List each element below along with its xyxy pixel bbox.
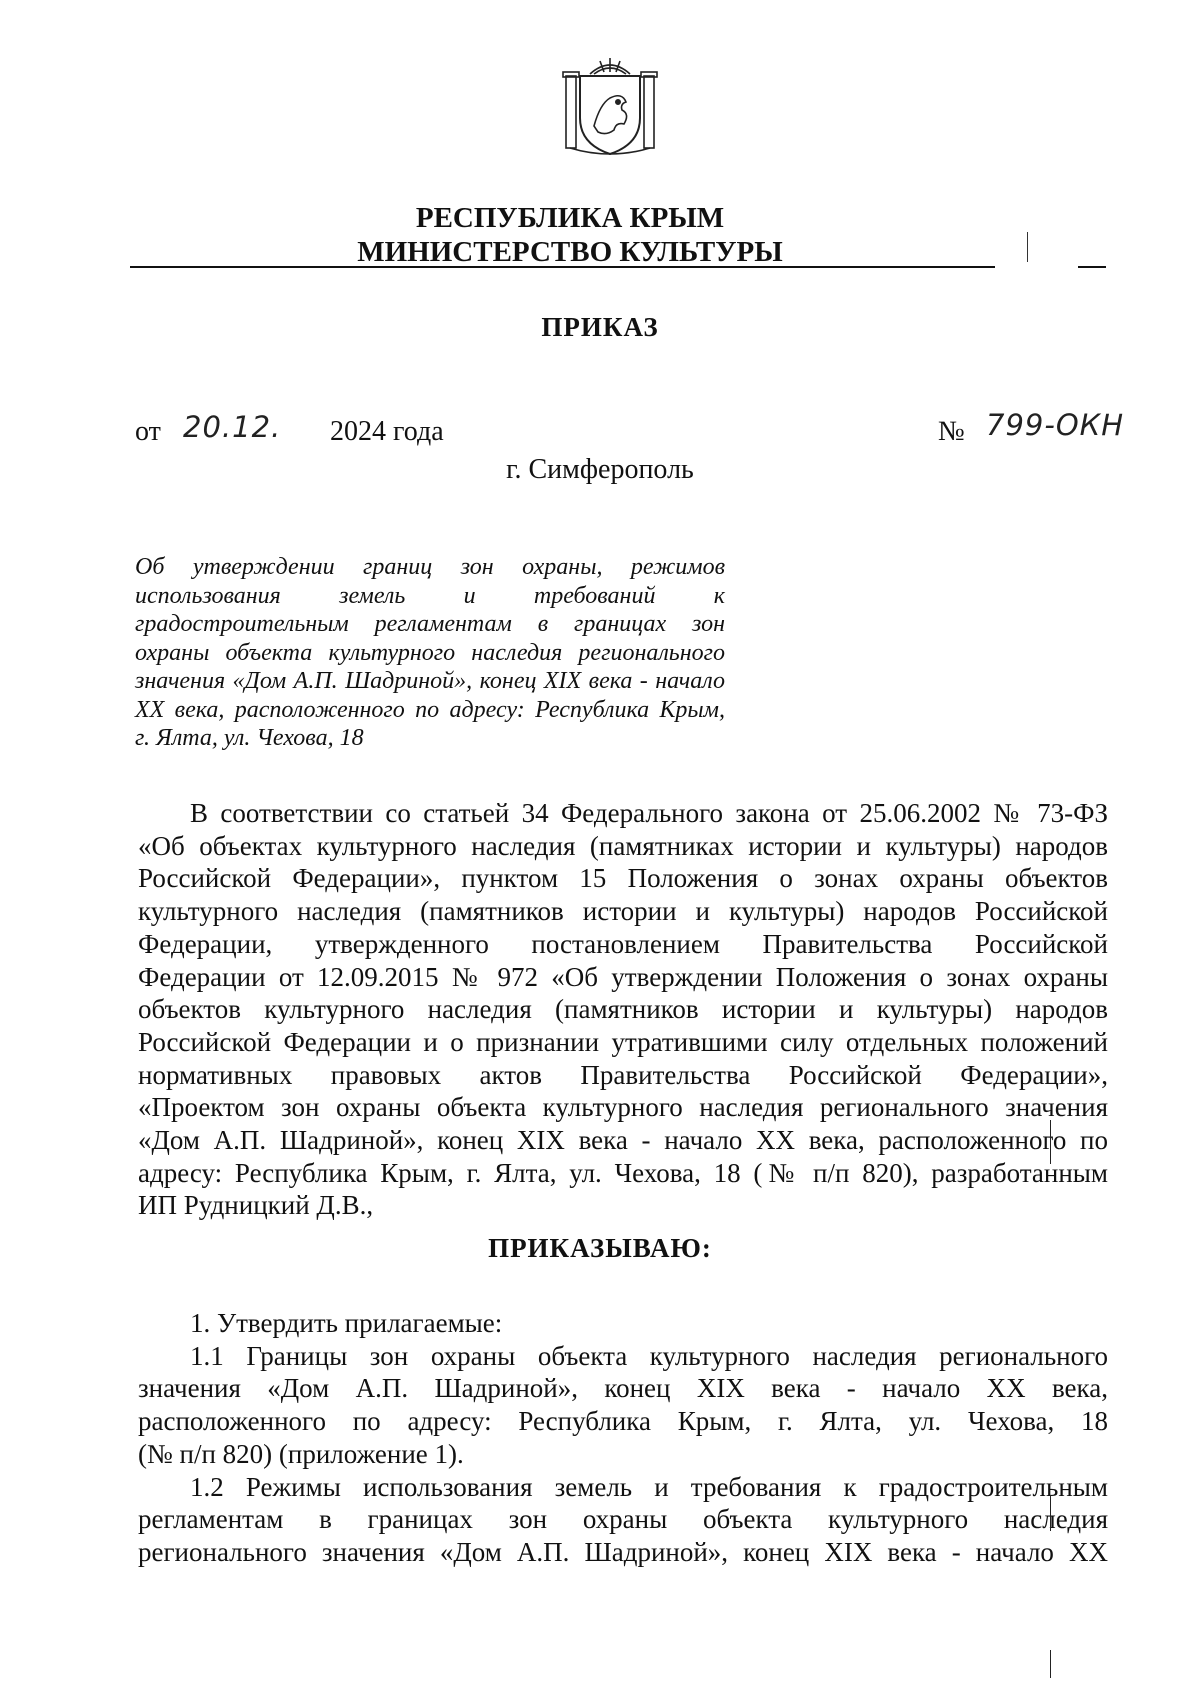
subject-line: значения «Дом А.П. Шадриной», конец XIX века - начало (135, 668, 725, 694)
handwritten-order-number: 799-ОКН (986, 408, 1125, 442)
subject-line: охраны объекта культурного наследия регионального (135, 639, 725, 666)
subject-line: градостроительным регламентам в границах зон (135, 611, 725, 637)
subject-line: Об утверждении границ зон охраны, режимов (135, 554, 725, 580)
order-item-line: 1.2 Режимы использования земель и требования к градостроительным (190, 1471, 1108, 1502)
number-sign: № (938, 416, 965, 447)
scan-mark (1050, 1495, 1051, 1531)
order-item-line: (№ п/п 820) (приложение 1). (138, 1438, 464, 1469)
preamble-line: В соответствии со статьей 34 Федерального закона от 25.06.2002 № 73-ФЗ (190, 798, 1108, 828)
scan-mark (1050, 1120, 1051, 1164)
preamble-line: «Дом А.П. Шадриной», конец XIX века - начало XX века, расположенного по (138, 1125, 1108, 1156)
preamble-line: Федерации от 12.09.2015 № 972 «Об утверждении Положения о зонах охраны (138, 961, 1108, 992)
document-type: ПРИКАЗ (541, 312, 659, 342)
scan-mark (1078, 266, 1106, 268)
republic-title: РЕСПУБЛИКА КРЫМ (415, 202, 725, 234)
preamble-line: ИП Рудницкий Д.В., (138, 1190, 374, 1221)
preamble-line: объектов культурного наследия (памятников истории и культуры) народов (138, 994, 1108, 1025)
header-divider (130, 266, 995, 268)
subject-line: использования земель и требований к (135, 582, 725, 609)
subject-line: XX века, расположенного по адресу: Республика Крым, (135, 696, 725, 723)
order-item-line: 1. Утвердить прилагаемые: (190, 1308, 503, 1338)
date-prefix: от (135, 416, 161, 447)
order-item-line: значения «Дом А.П. Шадриной», конец XIX века - начало XX века, (138, 1373, 1108, 1404)
order-item-line: регламентам в границах зон охраны объекта культурного наследия (138, 1504, 1108, 1535)
preamble-line: «Проектом зон охраны объекта культурного наследия регионального значения (138, 1092, 1108, 1123)
coat-of-arms-icon (560, 52, 660, 160)
order-item-line: расположенного по адресу: Республика Крым, г. Ялта, ул. Чехова, 18 (138, 1406, 1108, 1437)
scan-mark (1050, 1650, 1051, 1678)
order-items (138, 1307, 1108, 1569)
preamble-line: адресу: Республика Крым, г. Ялта, ул. Чехова, 18 (№ п/п 820), разработанным (138, 1157, 1108, 1188)
date-year: 2024 года (330, 416, 444, 447)
scan-mark (1027, 232, 1028, 262)
command-heading: ПРИКАЗЫВАЮ: (488, 1233, 712, 1263)
preamble-line: «Об объектах культурного наследия (памятниках истории и культуры) народов (138, 830, 1108, 861)
city: г. Симферополь (506, 454, 694, 485)
subject-line: г. Ялта, ул. Чехова, 18 (135, 725, 364, 751)
preamble (138, 797, 1108, 1222)
ministry-title: МИНИСТЕРСТВО КУЛЬТУРЫ (357, 236, 783, 268)
preamble-line: нормативных правовых актов Правительства Российской Федерации», (138, 1059, 1108, 1090)
preamble-line: культурного наследия (памятников истории и культуры) народов Российской (138, 896, 1108, 927)
handwritten-date: 20.12. (183, 410, 282, 444)
order-subject (135, 553, 725, 753)
order-item-line: 1.1 Границы зон охраны объекта культурного наследия регионального (190, 1340, 1108, 1371)
preamble-line: Российской Федерации», пунктом 15 Положения о зонах охраны объектов (138, 863, 1108, 894)
order-item-line: регионального значения «Дом А.П. Шадриной», конец XIX века - начало XX (138, 1536, 1108, 1567)
preamble-line: Федерации, утвержденного постановлением Правительства Российской (138, 928, 1108, 959)
preamble-line: Российской Федерации и о признании утратившими силу отдельных положений (138, 1026, 1108, 1057)
